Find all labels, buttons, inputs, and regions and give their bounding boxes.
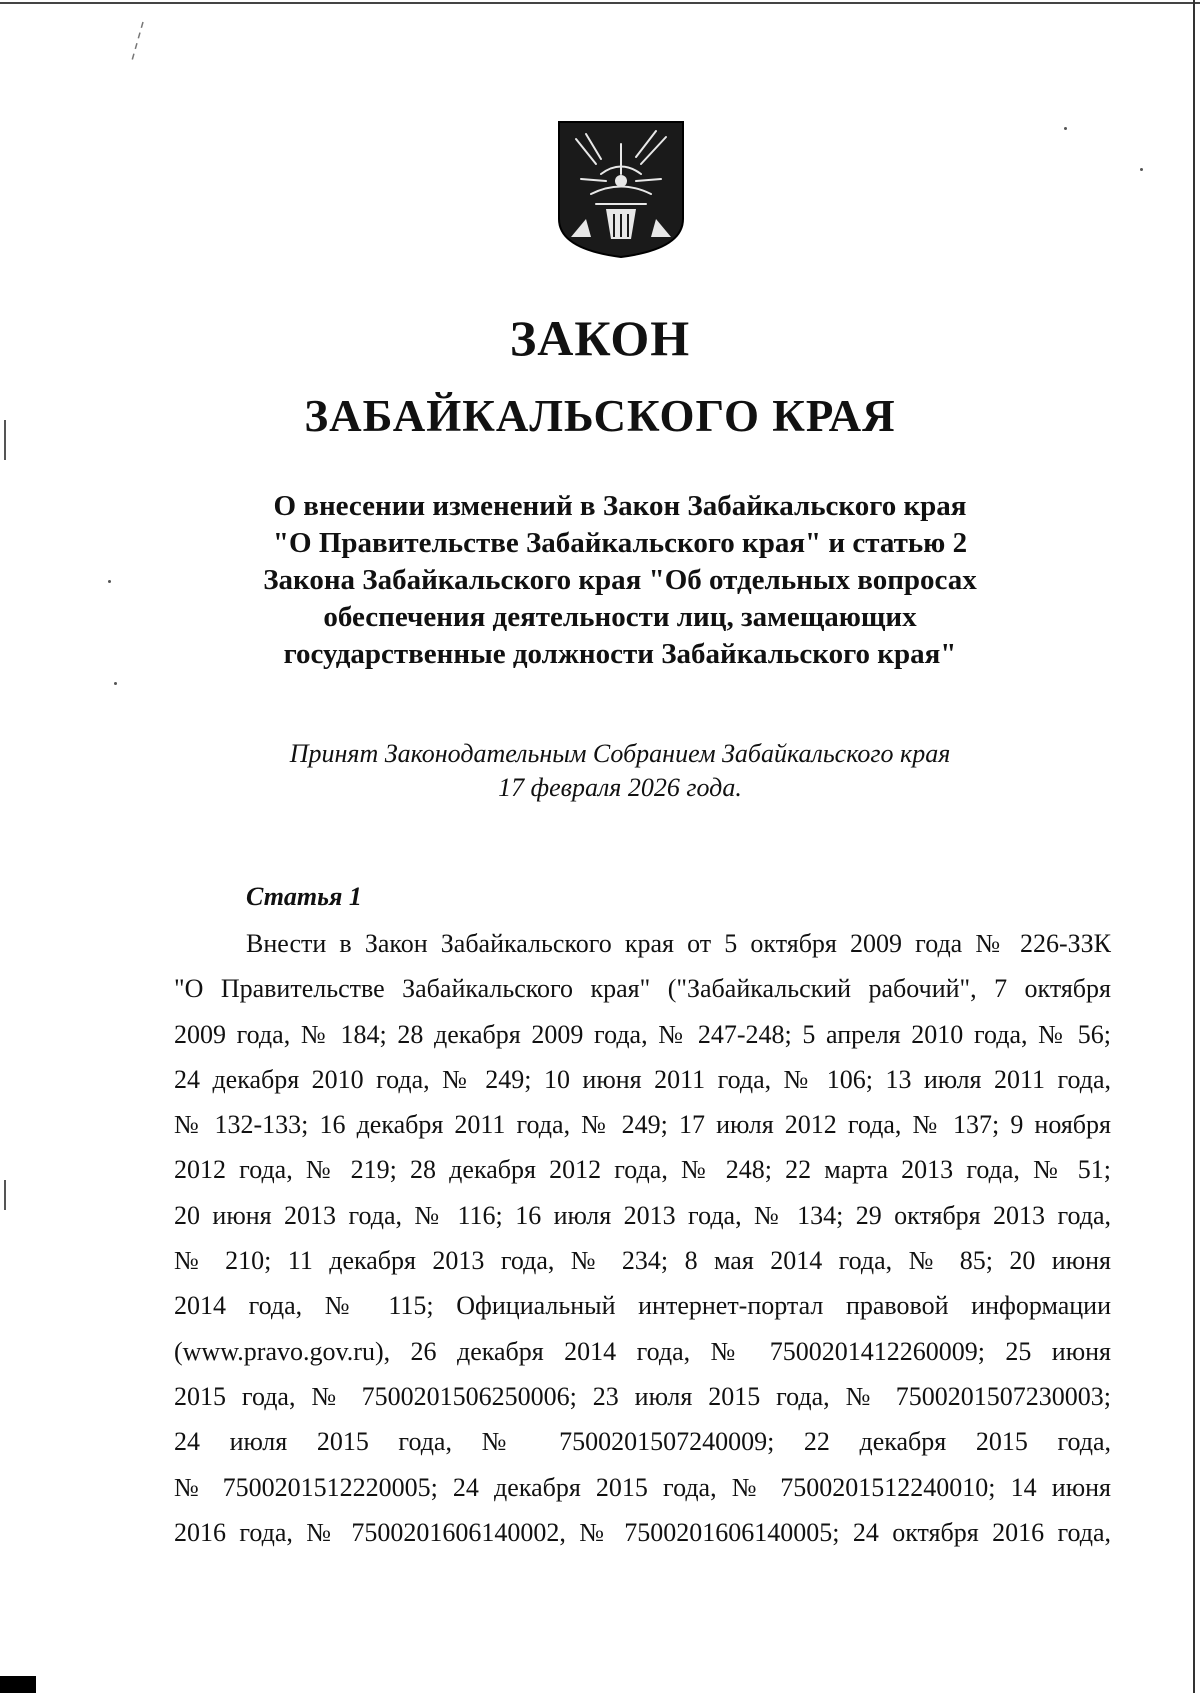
scan-margin-tick [4,1180,6,1210]
adoption-line: Принят Законодательным Собранием Забайкальского края [289,739,951,768]
subtitle-line: О внесении изменений в Закон Забайкальского края [273,490,967,522]
subtitle-line: обеспечения деятельности лиц, замещающих [323,601,917,633]
body-line: Внести в Закон Забайкальского края от 5 октября 2009 года № 226-ЗЗК [246,929,1111,958]
scan-speck [108,580,111,583]
body-line: 2014 года, № 115; Официальный интернет-портал правовой информации [174,1291,1111,1321]
scan-speck [1064,127,1067,130]
body-line: № 7500201512220005; 24 декабря 2015 года, № 7500201512240010; 14 июня [174,1472,1111,1502]
body-line: 24 июля 2015 года, № 7500201507240009; 22 декабря 2015 года, [174,1427,1111,1457]
subtitle-line: государственные должности Забайкальского края" [283,638,957,670]
article-heading: Статья 1 [246,882,362,911]
adoption-date: 17 февраля 2026 года. [498,773,742,802]
article-body [174,921,1111,1555]
scan-border-top [0,2,1200,4]
document-region: ЗАБАЙКАЛЬСКОГО КРАЯ [304,391,896,441]
subtitle-line: Закона Забайкальского края "Об отдельных вопросах [263,564,977,596]
body-line: 2015 года, № 7500201506250006; 23 июля 2015 года, № 7500201507230003; [174,1381,1111,1411]
adoption-note [200,737,1040,805]
scan-border-right [1193,0,1195,1693]
scan-corner-mark [0,1676,36,1693]
body-line: № 132-133; 16 декабря 2011 года, № 249; 17 июля 2012 года, № 137; 9 ноября [174,1110,1111,1140]
body-line: № 210; 11 декабря 2013 года, № 234; 8 мая 2014 года, № 85; 20 июня [174,1246,1111,1276]
body-line: 24 декабря 2010 года, № 249; 10 июня 2011 года, № 106; 13 июля 2011 года, [174,1064,1111,1094]
scan-speck [1140,168,1143,171]
body-line: 2009 года, № 184; 28 декабря 2009 года, № 247-248; 5 апреля 2010 года, № 56; [174,1019,1111,1049]
coat-of-arms-icon [556,119,686,259]
body-line: 2012 года, № 219; 28 декабря 2012 года, № 248; 22 марта 2013 года, № 51; [174,1155,1111,1185]
body-line: 20 июня 2013 года, № 116; 16 июля 2013 года, № 134; 29 октября 2013 года, [174,1200,1111,1230]
scan-pen-mark [125,18,155,68]
body-line: (www.pravo.gov.ru), 26 декабря 2014 года, № 7500201412260009; 25 июня [174,1336,1111,1366]
subtitle-line: "О Правительстве Забайкальского края" и статью 2 [272,527,968,559]
document-title: ЗАКОН [509,310,691,366]
document-subtitle [200,488,1040,673]
body-line: "О Правительстве Забайкальского края" ("Забайкальский рабочий", 7 октября [174,974,1111,1004]
body-line: 2016 года, № 7500201606140002, № 7500201606140005; 24 октября 2016 года, [174,1517,1111,1547]
scan-speck [114,682,117,685]
